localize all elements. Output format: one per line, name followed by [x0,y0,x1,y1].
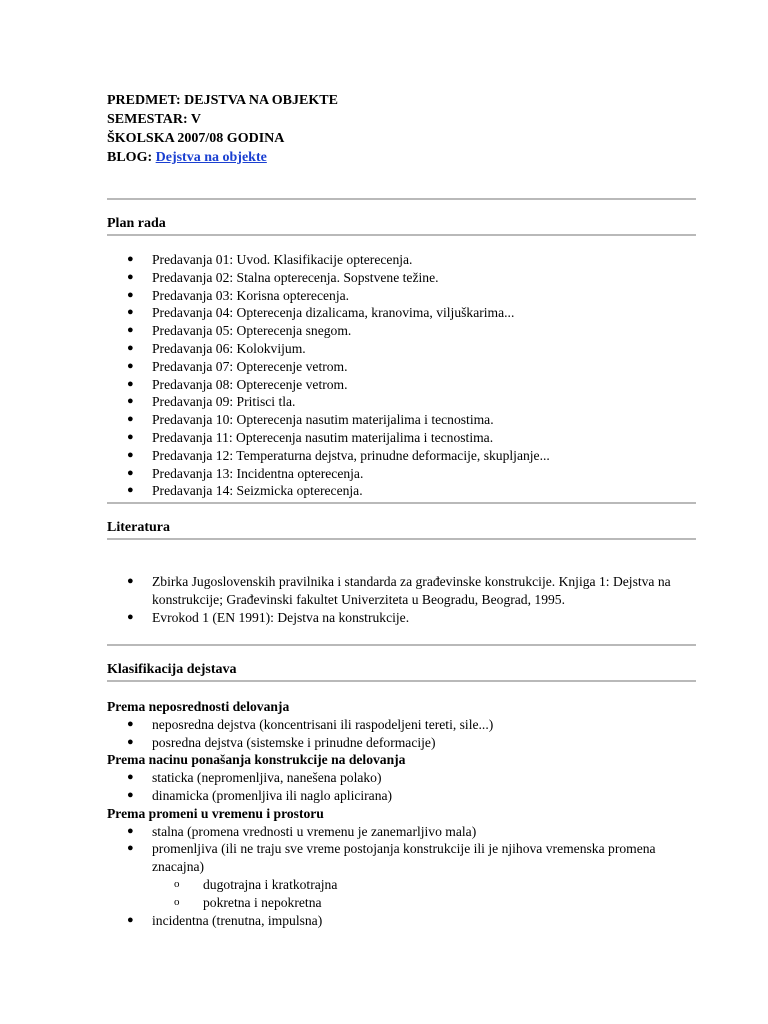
list-item: ● promenljiva (ili ne traju sve vreme postojanja konstrukcije ili je njihova vremenska promena znacajna) [127,841,656,875]
list-item: ● incidentna (trenutna, impulsna) [127,912,323,928]
bullet-icon: ● [127,575,134,587]
list-item: ● Predavanja 01: Uvod. Klasifikacije opterecenja. [127,252,413,267]
sub-list-item: o dugotrajna i kratkotrajna [174,876,338,892]
group-heading: Prema neposrednosti delovanja [107,699,290,714]
list-item: ● Predavanja 02: Stalna opterecenja. Sopstvene težine. [127,269,439,285]
list-item: ● Predavanja 06: Kolokvijum. [127,340,306,356]
bullet-icon: ● [127,788,134,801]
list-item: ● dinamicka (promenljiva ili naglo aplicirana) [127,787,393,803]
bullet-icon: ● [127,824,134,837]
list-item: ● posredna dejstva (sistemske i prinudne deformacije) [127,734,436,750]
divider [107,644,696,646]
list-item: ● Predavanja 11: Opterecenja nasutim materijalima i tecnostima. [127,429,494,445]
bullet-icon: ● [127,288,134,301]
group-heading: Prema nacinu ponašanja konstrukcije na delovanja [107,752,406,768]
literatura-list [107,573,696,626]
bullet-icon: ● [127,359,134,372]
klasifikacija-list [107,698,696,929]
list-item: ● Evrokod 1 (EN 1991): Dejstva na konstrukcije. [127,609,410,625]
bullet-icon: ● [127,413,134,426]
divider [107,502,696,504]
section-title-plan-rada: Plan rada [107,216,166,231]
list-item: ● Predavanja 10: Opterecenja nasutim materijalima i tecnostima. [127,412,494,428]
bullet-icon: ● [127,466,134,479]
bullet-icon: ● [127,448,134,461]
list-item: ● Predavanja 05: Opterecenja snegom. [127,323,352,339]
blog-line [107,148,338,167]
circle-bullet-icon: o [174,877,180,890]
bullet-icon: ● [127,735,134,748]
bullet-icon: ● [127,324,134,337]
list-item: ● Zbirka Jugoslovenskih pravilnika i standarda za građevinske konstrukcije. Knjiga 1: Dejstva na konstrukcije; Građevinski fakultet Univerziteta u Beogradu, Beograd, 1995. [127,574,671,607]
list-item: ● Predavanja 07: Opterecenje vetrom. [127,358,348,374]
blog-label: BLOG: [107,150,153,165]
bullet-icon: ● [127,395,134,408]
sub-list-item: o pokretna i nepokretna [174,894,322,910]
subject-line: PREDMET: DEJSTVA NA OBJEKTE [107,93,338,108]
divider [107,234,696,236]
list-item: ● Predavanja 12: Temperaturna dejstva, prinudne deformacije, skupljanje... [127,447,550,463]
bullet-icon: ● [127,771,134,784]
bullet-icon: ● [127,306,134,319]
list-item: ● neposredna dejstva (koncentrisani ili raspodeljeni tereti, sile...) [127,716,494,732]
list-item: ● staticka (nepromenljiva, nanešena polako) [127,770,382,786]
list-item: ● Predavanja 09: Pritisci tla. [127,394,296,410]
bullet-icon: ● [127,610,134,623]
list-item: ● stalna (promena vrednosti u vremenu je zanemarljivo mala) [127,823,477,839]
list-item: ● Predavanja 13: Incidentna opterecenja. [127,465,364,481]
list-item: ● Predavanja 03: Korisna opterecenja. [127,287,350,303]
bullet-icon: ● [127,430,134,443]
bullet-icon: ● [127,253,134,265]
bullet-icon: ● [127,484,134,497]
bullet-icon: ● [127,270,134,283]
bullet-icon: ● [127,913,134,926]
divider [107,198,696,200]
bullet-icon: ● [127,717,134,730]
bullet-icon: ● [127,377,134,390]
school-year-line: ŠKOLSKA 2007/08 GODINA [107,131,285,146]
divider [107,680,696,682]
section-title-klasifikacija: Klasifikacija dejstava [107,662,237,677]
document-header [107,91,338,167]
plan-rada-list [107,251,696,500]
semester-line: SEMESTAR: V [107,112,202,127]
group-heading: Prema promeni u vremenu i prostoru [107,805,324,821]
circle-bullet-icon: o [174,895,180,908]
divider [107,538,696,540]
list-item: ● Predavanja 04: Opterecenja dizalicama, kranovima, viljuškarima... [127,305,515,321]
bullet-icon: ● [127,842,134,855]
blog-link[interactable]: Dejstva na objekte [155,150,267,165]
list-item: ● Predavanja 08: Opterecenje vetrom. [127,376,348,392]
section-title-literatura: Literatura [107,520,170,535]
bullet-icon: ● [127,341,134,354]
list-item: ● Predavanja 14: Seizmicka opterecenja. [127,483,363,499]
